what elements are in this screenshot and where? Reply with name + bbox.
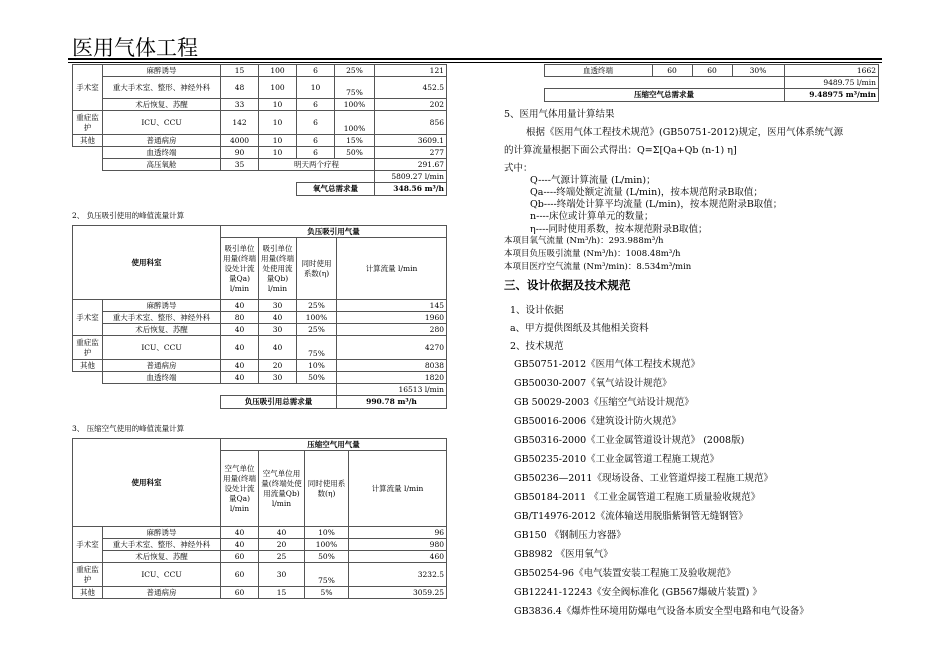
cell-a: 90	[221, 147, 259, 159]
dept-name: 重大手术室、整形、神经外科	[103, 539, 221, 551]
oxygen-flow-table	[72, 64, 447, 196]
group-label: 其他	[73, 360, 103, 372]
dept-name: 术后恢复、苏醒	[103, 551, 221, 563]
cell-e: 291.67	[375, 159, 447, 171]
cell-b: 30	[259, 372, 297, 384]
cell-b: 25	[259, 551, 305, 563]
cell-a: 60	[221, 587, 259, 599]
dept-name: 普通病房	[103, 135, 221, 147]
group-label: 重症监护	[73, 111, 103, 135]
col-b: 吸引单位用量(终端处使用流量Qb) l/min	[259, 238, 297, 300]
cell-b: 30	[259, 324, 297, 336]
cell-d: 96	[349, 527, 447, 539]
dept-name: 重大手术室、整形、神经外科	[103, 77, 221, 99]
cell-c: 10	[297, 77, 335, 99]
cell-d: 1820	[337, 372, 447, 384]
cell-c: 100%	[305, 539, 349, 551]
group-header: 压缩空气用气量	[221, 439, 447, 451]
col-a: 空气单位用量(终端设处计流量Qa) l/min	[221, 451, 259, 527]
standard-item: GB50184-2011 《工业金属管道工程施工质量验收规范》	[514, 492, 761, 503]
dept-name: 麻醉诱导	[103, 300, 221, 312]
total-value: 348.56 m³/h	[375, 183, 447, 196]
cell-a: 60	[652, 65, 692, 77]
cell-a: 4000	[221, 135, 259, 147]
cell-b: 30	[259, 563, 305, 587]
cell-a: 40	[221, 336, 259, 360]
standard-item: GB150 《钢制压力容器》	[514, 530, 626, 541]
cell-c: 25%	[297, 324, 337, 336]
standard-item: GB/T14976-2012《流体输送用脱脂紫铜管无缝钢管》	[514, 511, 748, 522]
dept-name: 麻醉诱导	[103, 65, 221, 77]
cell-e: 452.5	[375, 77, 447, 99]
cell-c: 100%	[297, 312, 337, 324]
design-basis-heading: 1、设计依据	[510, 305, 564, 316]
group-label: 重症监护	[73, 563, 103, 587]
cell-d: 8038	[337, 360, 447, 372]
standard-item: GB50016-2006《建筑设计防火规范》	[514, 416, 682, 427]
cell-d: 25%	[335, 65, 375, 77]
dept-name: ICU、CCU	[103, 563, 221, 587]
cell-c: 6	[297, 135, 335, 147]
cell-d: 280	[337, 324, 447, 336]
subtotal: 16513 l/min	[337, 384, 447, 396]
oxygen-flow-result: 本项目氧气流量 (Nm³/h)：293.988m³/h	[504, 236, 664, 246]
air-flow-table-continued	[504, 64, 879, 102]
def-qa: Qa----终端处额定流量 (L/min)，按本规范附录B取值；	[530, 187, 763, 198]
cell-d: 4270	[337, 336, 447, 360]
cell-a: 40	[221, 372, 259, 384]
cell-a: 40	[221, 539, 259, 551]
tech-spec-heading: 2、技术规范	[510, 341, 564, 352]
vacuum-flow-result: 本项目负压吸引流量 (Nm³/h)：1008.48m³/h	[504, 249, 681, 259]
cell-b: 20	[259, 539, 305, 551]
standard-item: GB12241-12243《安全阀标准化 (GB567爆破片装置) 》	[514, 587, 762, 598]
air-flow-result: 本项目医疗空气流量 (Nm³/min)：8.534m³/min	[504, 262, 692, 272]
col-c: 同时使用系数(η)	[297, 238, 337, 300]
formula-line: 的计算流量根据下面公式得出：Q=Σ[Qa+Qb (n-1) η]	[504, 145, 737, 156]
group-header: 负压吸引用气量	[221, 226, 447, 238]
cell-d: 15%	[335, 135, 375, 147]
cell-c: 75%	[305, 563, 349, 587]
cell-a: 40	[221, 527, 259, 539]
dept-name: 高压氧舱	[103, 159, 221, 171]
standard-item: GB50030-2007《氧气站设计规范》	[514, 378, 672, 389]
dept-name: 术后恢复、苏醒	[103, 324, 221, 336]
cell-e: 121	[375, 65, 447, 77]
col-use: 使用科室	[73, 226, 221, 300]
cell-c: 6	[297, 65, 335, 77]
title-rule	[68, 58, 882, 60]
cell-d: 1662	[784, 65, 879, 77]
def-q: Q----气源计算流量 (L/min)；	[530, 175, 656, 186]
cell-a: 60	[221, 551, 259, 563]
dept-name: 普通病房	[103, 360, 221, 372]
cell-d: 50%	[335, 147, 375, 159]
cell-c: 5%	[305, 587, 349, 599]
cell-a: 15	[221, 65, 259, 77]
cell-c: 6	[297, 111, 335, 135]
standard-item: GB50254-96《电气装置安装工程施工及验收规范》	[514, 568, 736, 579]
cell-d: 3232.5	[349, 563, 447, 587]
standard-item: GB50316-2000《工业金属管道设计规范》 (2008版)	[514, 435, 745, 446]
section-5-heading: 5、医用气体用量计算结果	[504, 109, 615, 120]
cell-c: 75%	[297, 336, 337, 360]
dept-name: 普通病房	[103, 587, 221, 599]
col-c: 同时使用系数(η)	[305, 451, 349, 527]
cell-b: 10	[259, 147, 297, 159]
dept-name: 麻醉诱导	[103, 527, 221, 539]
cell-b: 30	[259, 300, 297, 312]
cell-c: 50%	[305, 551, 349, 563]
cell-b: 10	[259, 135, 297, 147]
cell-c: 6	[297, 147, 335, 159]
dept-name: 重大手术室、整形、神经外科	[103, 312, 221, 324]
cell-b: 20	[259, 360, 297, 372]
cell-b: 10	[259, 99, 297, 111]
formula-intro: 根据《医用气体工程技术规范》(GB50751-2012)规定，医用气体系统气源	[526, 127, 844, 138]
cell-c: 10%	[305, 527, 349, 539]
total-label: 压缩空气总需求量	[544, 89, 784, 102]
group-label: 重症监护	[73, 336, 103, 360]
cell-b: 100	[259, 77, 297, 99]
standard-item: GB50751-2012《医用气体工程技术规范》	[514, 359, 701, 370]
vacuum-flow-table	[72, 225, 447, 409]
cell-c: 25%	[297, 300, 337, 312]
cell-b: 40	[259, 336, 297, 360]
design-basis-item: a、甲方提供图纸及其他相关资料	[510, 323, 649, 334]
cell-e: 277	[375, 147, 447, 159]
cell-a: 40	[221, 300, 259, 312]
cell-d: 100%	[335, 111, 375, 135]
dept-name: 血透终端	[103, 147, 221, 159]
cell-b: 15	[259, 587, 305, 599]
dept-name: 术后恢复、苏醒	[103, 99, 221, 111]
cell-c: 10%	[297, 360, 337, 372]
dept-name: ICU、CCU	[103, 111, 221, 135]
cell-d: 980	[349, 539, 447, 551]
cell-a: 80	[221, 312, 259, 324]
title-rule-thin	[68, 62, 882, 63]
cell-a: 48	[221, 77, 259, 99]
group-label: 手术室	[73, 300, 103, 336]
cell-c: 30%	[732, 65, 784, 77]
cell-e: 202	[375, 99, 447, 111]
section-3-heading: 3、 压缩空气使用的峰值流量计算	[72, 424, 185, 433]
col-a: 吸引单位用量(终端设处计流量Qa) l/min	[221, 238, 259, 300]
total-value: 990.78 m³/h	[337, 396, 447, 409]
air-flow-table	[72, 438, 447, 599]
subtotal: 9489.75 l/min	[784, 77, 879, 89]
group-label: 手术室	[73, 527, 103, 563]
cell-a: 33	[221, 99, 259, 111]
dept-name: 血透终端	[103, 372, 221, 384]
cell-e: 856	[375, 111, 447, 135]
cell-d: 100%	[335, 99, 375, 111]
standard-item: GB50236—2011《现场设备、工业管道焊接工程施工规范》	[514, 473, 773, 484]
def-eta: η----同时使用系数，按本规范附录B取值；	[530, 224, 708, 235]
cell-d: 1960	[337, 312, 447, 324]
cell-a: 40	[221, 360, 259, 372]
cell-d: 145	[337, 300, 447, 312]
col-d: 计算流量 l/min	[337, 238, 447, 300]
group-label: 手术室	[73, 65, 103, 111]
cell-b: 40	[259, 312, 297, 324]
cell-a: 60	[221, 563, 259, 587]
cell-d: 75%	[335, 77, 375, 99]
total-label: 负压吸引用总需求量	[221, 396, 337, 409]
cell-b: 10	[259, 111, 297, 135]
group-label: 其他	[73, 587, 103, 599]
standard-item: GB50235-2010《工业金属管道工程施工规范》	[514, 454, 720, 465]
where-label: 式中：	[504, 163, 533, 174]
section-2-heading: 2、 负压吸引使用的峰值流量计算	[72, 211, 185, 220]
subtotal: 5809.27 l/min	[375, 171, 447, 183]
cell-c: 6	[297, 99, 335, 111]
col-use: 使用科室	[73, 439, 221, 527]
total-label: 氧气总需求量	[297, 183, 375, 196]
col-d: 计算流量 l/min	[349, 451, 447, 527]
cell-note: 明天两个疗程	[259, 159, 375, 171]
cell-b: 60	[692, 65, 732, 77]
cell-d: 460	[349, 551, 447, 563]
cell-c: 50%	[297, 372, 337, 384]
dept-name: ICU、CCU	[103, 336, 221, 360]
col-b: 空气单位用量(终端处使用流量Qb) l/min	[259, 451, 305, 527]
standard-item: GB 50029-2003《压缩空气站设计规范》	[514, 397, 694, 408]
group-label: 其他	[73, 135, 103, 147]
cell-d: 3059.25	[349, 587, 447, 599]
def-qb: Qb----终端处计算平均流量 (L/min)，按本规范附录B取值；	[530, 199, 783, 210]
dept-name: 血透终端	[544, 65, 652, 77]
standard-item: GB8982 《医用氧气》	[514, 549, 613, 560]
cell-e: 3609.1	[375, 135, 447, 147]
cell-a: 142	[221, 111, 259, 135]
section-3-title: 三、设计依据及技术规范	[504, 278, 631, 292]
cell-b: 100	[259, 65, 297, 77]
total-value: 9.48975 m³/min	[784, 89, 879, 102]
page-title: 医用气体工程	[72, 36, 198, 60]
standard-item: GB3836.4《爆炸性环境用防爆电气设备本质安全型电路和电气设备》	[514, 606, 809, 617]
cell-b: 40	[259, 527, 305, 539]
def-n: n----床位或计算单元的数量；	[530, 211, 654, 222]
cell-a: 40	[221, 324, 259, 336]
cell-a: 35	[221, 159, 259, 171]
